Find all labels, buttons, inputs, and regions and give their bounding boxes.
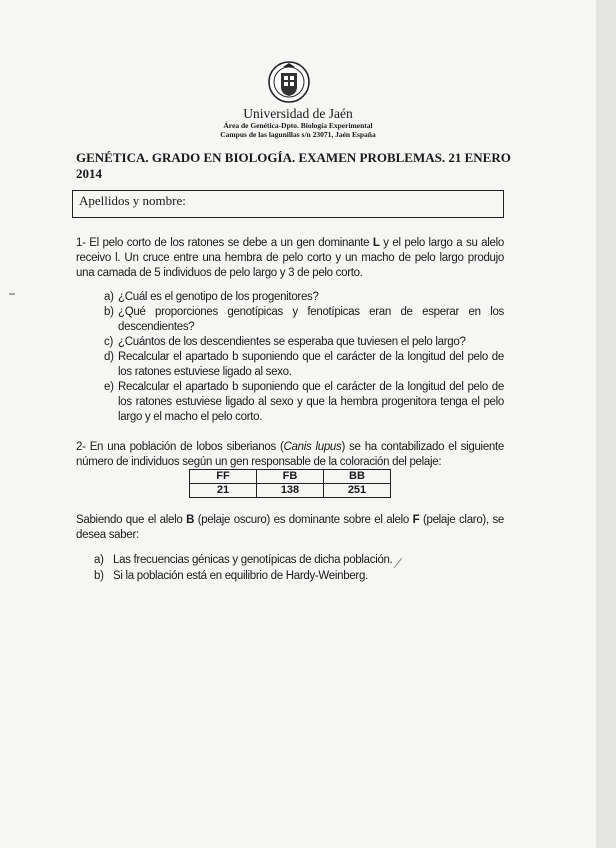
question-1b: b) ¿Qué proporciones genotípicas y fenotípicas eran de esperar en los descendientes?	[104, 306, 504, 333]
table-cell: 138	[257, 484, 324, 498]
question-1a: a) ¿Cuál es el genotipo de los progenitores?	[104, 291, 319, 303]
question-1e: e) Recalcular el apartado b suponiendo que el carácter de la longitud del pelo de los ratones estuviese ligado al sexo y que la hembra progenitora tenga el pelo largo y el macho el pelo corto.	[104, 381, 504, 423]
university-name: Universidad de Jaén	[243, 106, 353, 121]
question-2a: a) Las frecuencias génicas y genotípicas de dicha población.	[94, 554, 393, 566]
name-field[interactable]	[72, 190, 504, 218]
pen-mark	[392, 556, 404, 570]
question-2b: b) Si la población está en equilibrio de Hardy-Weinberg.	[94, 570, 368, 582]
table-cell: 21	[190, 484, 257, 498]
table-header-cell: FB	[257, 470, 324, 484]
table-header-cell: FF	[190, 470, 257, 484]
university-crest-icon	[267, 60, 311, 106]
name-field-label: Apellidos y nombre:	[79, 193, 186, 208]
problem-1-questions	[104, 290, 504, 425]
problem-1-statement: 1- El pelo corto de los ratones se debe a un gen dominante L y el pelo largo a su alelo receivo l. Un cruce entre una hembra de pelo corto y un macho de pelo largo produjo una camada de 5 individuos de pelo largo y 3 de pelo corto.	[76, 237, 504, 279]
exam-title: GENÉTICA. GRADO EN BIOLOGÍA. EXAMEN PROBLEMAS. 21 ENERO 2014	[76, 150, 511, 181]
address-line: Campus de las lagunillas s/n 23071, Jaén España	[220, 130, 376, 139]
question-1c: c) ¿Cuántos de los descendientes se esperaba que tuviesen el pelo largo?	[104, 336, 466, 348]
scan-edge	[596, 0, 616, 848]
genotype-count-table	[189, 469, 391, 498]
problem-2-question-intro: Sabiendo que el alelo B (pelaje oscuro) es dominante sobre el alelo F (pelaje claro), se desea saber:	[76, 514, 504, 541]
problem-2-questions	[94, 553, 494, 585]
department-line: Área de Genética-Dpto. Biología Experimental	[223, 121, 373, 130]
table-header-cell: BB	[324, 470, 391, 484]
table-row	[190, 484, 391, 498]
table-cell: 251	[324, 484, 391, 498]
scan-mark	[8, 292, 16, 296]
problem-2-statement: 2- En una población de lobos siberianos (Canis lupus) se ha contabilizado el siguiente número de individuos según un gen responsable de la coloración del pelaje:	[76, 441, 504, 468]
question-1d: d) Recalcular el apartado b suponiendo que el carácter de la longitud del pelo de los ratones estuviese ligado al sexo.	[104, 351, 504, 378]
table-header-row	[190, 470, 391, 484]
